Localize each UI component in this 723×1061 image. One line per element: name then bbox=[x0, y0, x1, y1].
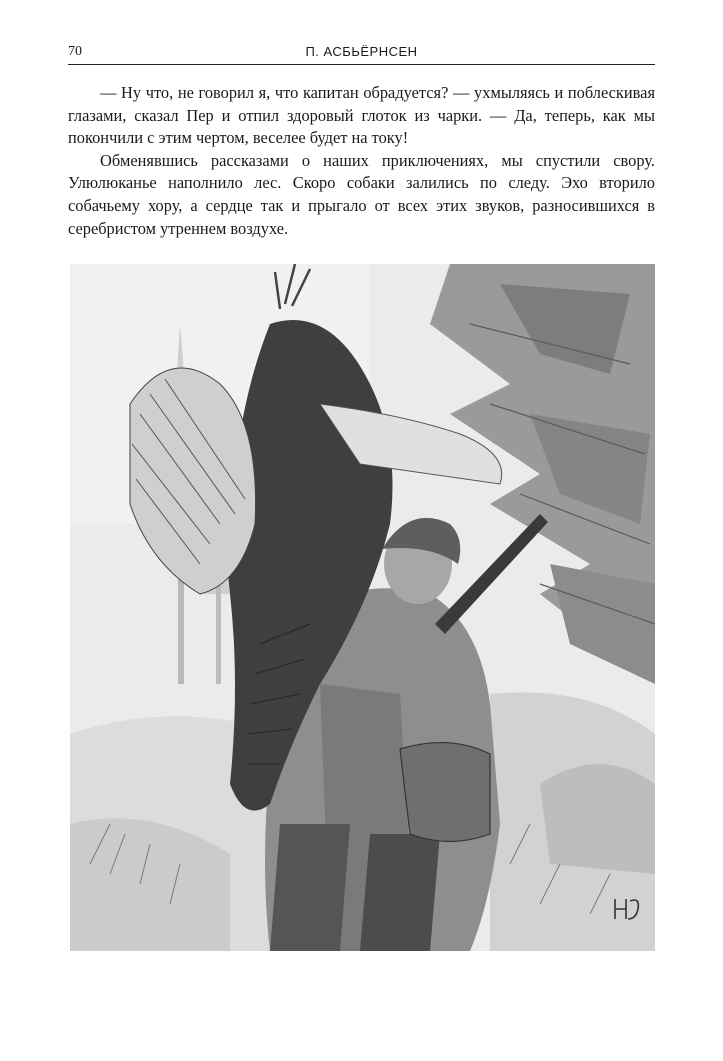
paragraph: — Ну что, не говорил я, что капитан обрадуется? — ухмыляясь и поблескивая глазами, сказал Пер и отпил здоровый глоток из чарки. — Да, теперь, как мы покончили с этим чертом, веселее будет на току! bbox=[68, 83, 655, 148]
paragraph: Обменявшись рассказами о наших приключениях, мы спустили свору. Улюлюканье наполнило лес. Скоро собаки залились по следу. Эхо вторило собачьему хору, а сердце так и прыгало от всех этих звуков, разносившихся в серебристом утреннем воздухе. bbox=[68, 150, 655, 238]
body-text bbox=[68, 82, 655, 240]
running-head: П. АСБЬЁРНСЕН bbox=[305, 44, 418, 59]
page-header bbox=[68, 40, 655, 65]
illustration-hunter-with-bird bbox=[70, 264, 655, 951]
page-number: 70 bbox=[68, 44, 82, 59]
